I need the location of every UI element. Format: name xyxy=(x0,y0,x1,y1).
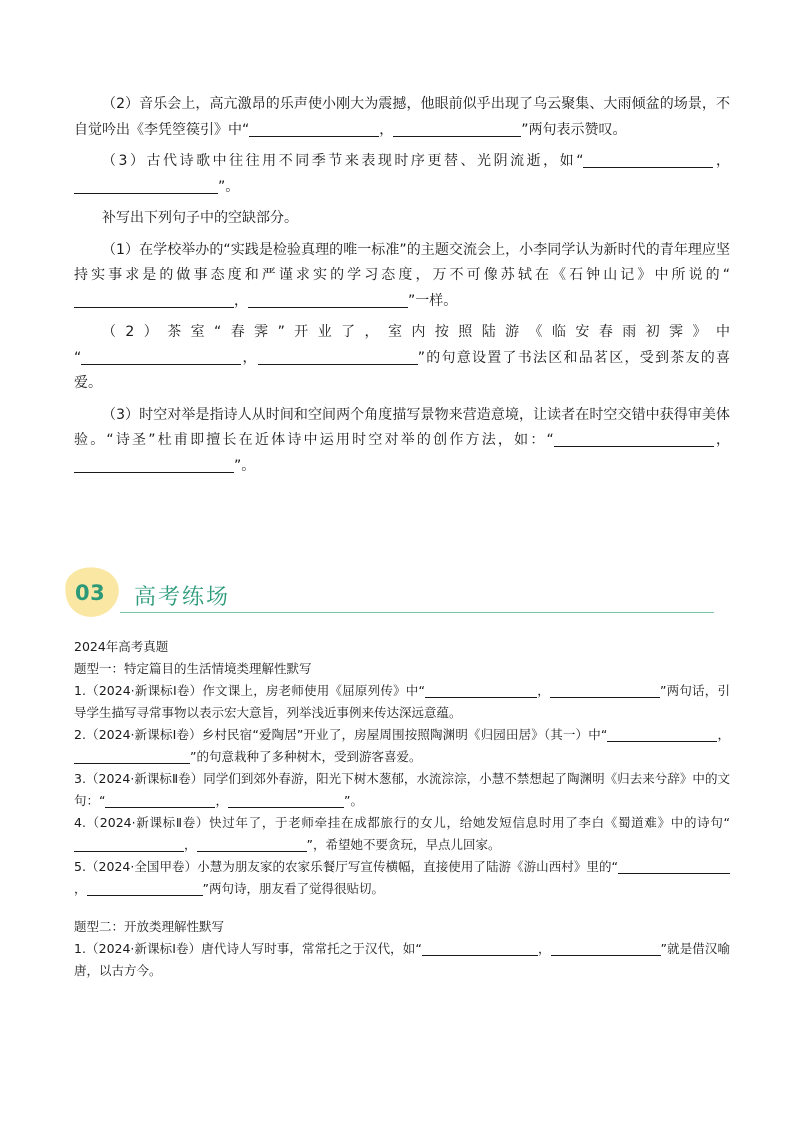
answer-blank[interactable] xyxy=(74,456,234,473)
separator: ， xyxy=(379,121,394,138)
open-item-1 xyxy=(74,938,730,982)
answer-blank[interactable] xyxy=(554,430,714,447)
question-text: ”两句表示赞叹。 xyxy=(521,121,627,138)
separator: ， xyxy=(74,881,87,896)
answer-blank[interactable] xyxy=(425,683,537,698)
upper-questions xyxy=(74,92,730,485)
answer-blank[interactable] xyxy=(258,348,418,365)
question-text: ”两句话，引导学生描写寻常事物以表示宏大意旨，列举浅近事例来传达深远意蕴。 xyxy=(74,683,730,720)
answer-blank[interactable] xyxy=(393,120,521,137)
separator: ， xyxy=(215,793,228,808)
answer-blank[interactable] xyxy=(248,291,408,308)
section-divider xyxy=(120,612,714,613)
blank-question-2-line1: （2）茶室“春霁”开业了，室内按照陆游《临安春雨初霁》中 xyxy=(102,324,730,340)
answer-blank[interactable] xyxy=(105,793,215,808)
separator: ， xyxy=(713,153,730,169)
separator: ， xyxy=(537,683,550,698)
answer-blank[interactable] xyxy=(74,177,218,194)
quote-open: “ xyxy=(74,349,82,366)
separator: ， xyxy=(717,727,730,742)
answer-blank[interactable] xyxy=(607,727,717,742)
answer-blank[interactable] xyxy=(422,941,538,956)
question-text: （3）时空对举是指诗人从时间和空间两个角度描写景物来营造意境，让读者在时空交错中获得审美体验。“诗圣”杜甫即擅长在近体诗中运用时空对举的创作方法，如： xyxy=(74,406,730,448)
exam-item-1 xyxy=(74,680,730,724)
question-3 xyxy=(74,149,730,200)
instruction-text: 补写出下列句子中的空缺部分。 xyxy=(102,210,298,226)
question-2 xyxy=(74,92,730,143)
blank-question-3 xyxy=(74,403,730,480)
question-text: ”。 xyxy=(234,457,256,474)
question-text: （2）音乐会上，高亢激昂的乐声使小刚大为震撼，他眼前似乎出现了乌云聚集、大雨倾盆的场景，不自觉吟出《李凭箜篌引》中“ xyxy=(74,96,730,138)
exam-item-5 xyxy=(74,856,730,900)
question-text: ”。 xyxy=(218,178,240,195)
question-text: ”两句诗，朋友看了觉得很贴切。 xyxy=(202,881,384,896)
separator: ， xyxy=(713,432,730,448)
blank-question-1 xyxy=(74,238,730,315)
spacer xyxy=(74,900,730,916)
section-header xyxy=(64,566,714,622)
question-text: （1）在学校举办的“实践是检验真理的唯一标准”的主题交流会上，小李同学认为新时代的青年理应坚持实事求是的做事态度和严谨求实的学习态度，万不可像苏轼在《石钟山记》中所说的“ xyxy=(74,241,730,283)
section-title: 高考练场 xyxy=(134,585,231,610)
question-text: （3）古代诗歌中往往用不同季节来表现时序更替、光阴流逝，如“ xyxy=(102,153,584,169)
question-text: 2.（2024·新课标Ⅰ卷）乡村民宿“爱陶居”开业了，房屋周围按照陶渊明《归园田居》（其一）中“ xyxy=(74,727,608,742)
section-number: 03 xyxy=(75,581,106,605)
question-text: ”的句意设置了书法区和品茗区，受到茶友的喜爱。 xyxy=(74,349,730,391)
answer-blank[interactable] xyxy=(197,837,307,852)
lower-questions xyxy=(74,636,730,982)
year-title: 2024年高考真题 xyxy=(74,639,169,654)
separator: ， xyxy=(184,837,197,852)
question-text: 3.（2024·新课标Ⅱ卷）同学们到郊外春游，阳光下树木葱郁，水流淙淙，小慧不禁想起了陶渊明《归去来兮辞》中的文句：“ xyxy=(74,771,730,808)
type1-title: 题型一：特定篇目的生活情境类理解性默写 xyxy=(74,661,312,676)
answer-blank[interactable] xyxy=(81,348,241,365)
answer-blank[interactable] xyxy=(87,881,203,896)
answer-blank[interactable] xyxy=(249,120,379,137)
question-text: ”一样。 xyxy=(408,292,458,309)
type2-title: 题型二：开放类理解性默写 xyxy=(74,919,225,934)
question-text: 1.（2024·新课标Ⅰ卷）唐代诗人写时事，常常托之于汉代，如“ xyxy=(74,941,422,956)
exam-item-2 xyxy=(74,724,730,768)
question-text: 1.（2024·新课标Ⅰ卷）作文课上，房老师使用《屈原列传》中“ xyxy=(74,683,425,698)
answer-blank[interactable] xyxy=(550,683,660,698)
answer-blank[interactable] xyxy=(228,793,344,808)
answer-blank[interactable] xyxy=(74,291,234,308)
exam-item-3 xyxy=(74,768,730,812)
answer-blank[interactable] xyxy=(618,859,730,874)
separator: ， xyxy=(241,349,258,366)
separator: ， xyxy=(234,292,248,309)
question-text: 4.（2024·新课标Ⅱ卷）快过年了，于老师牵挂在成都旅行的女儿，给她发短信息时用了李白《蜀道难》中的诗句“ xyxy=(74,815,730,830)
question-text: 5.（2024·全国甲卷）小慧为朋友家的农家乐餐厅写宣传横幅，直接使用了陆游《游山西村》里的“ xyxy=(74,859,618,874)
answer-blank[interactable] xyxy=(74,749,190,764)
answer-blank[interactable] xyxy=(551,941,661,956)
exam-item-4 xyxy=(74,812,730,856)
quote-open: “ xyxy=(546,432,554,448)
answer-blank[interactable] xyxy=(583,151,713,168)
answer-blank[interactable] xyxy=(74,837,184,852)
separator: ， xyxy=(537,941,551,956)
question-text: ”就是借汉喻唐，以古方今。 xyxy=(74,941,730,978)
question-text: ”，希望她不要贪玩，早点儿回家。 xyxy=(306,837,501,852)
blank-question-2-line2 xyxy=(74,346,730,397)
question-text: ”的句意栽种了多种树木，受到游客喜爱。 xyxy=(190,749,422,764)
question-text: ”。 xyxy=(344,793,363,808)
